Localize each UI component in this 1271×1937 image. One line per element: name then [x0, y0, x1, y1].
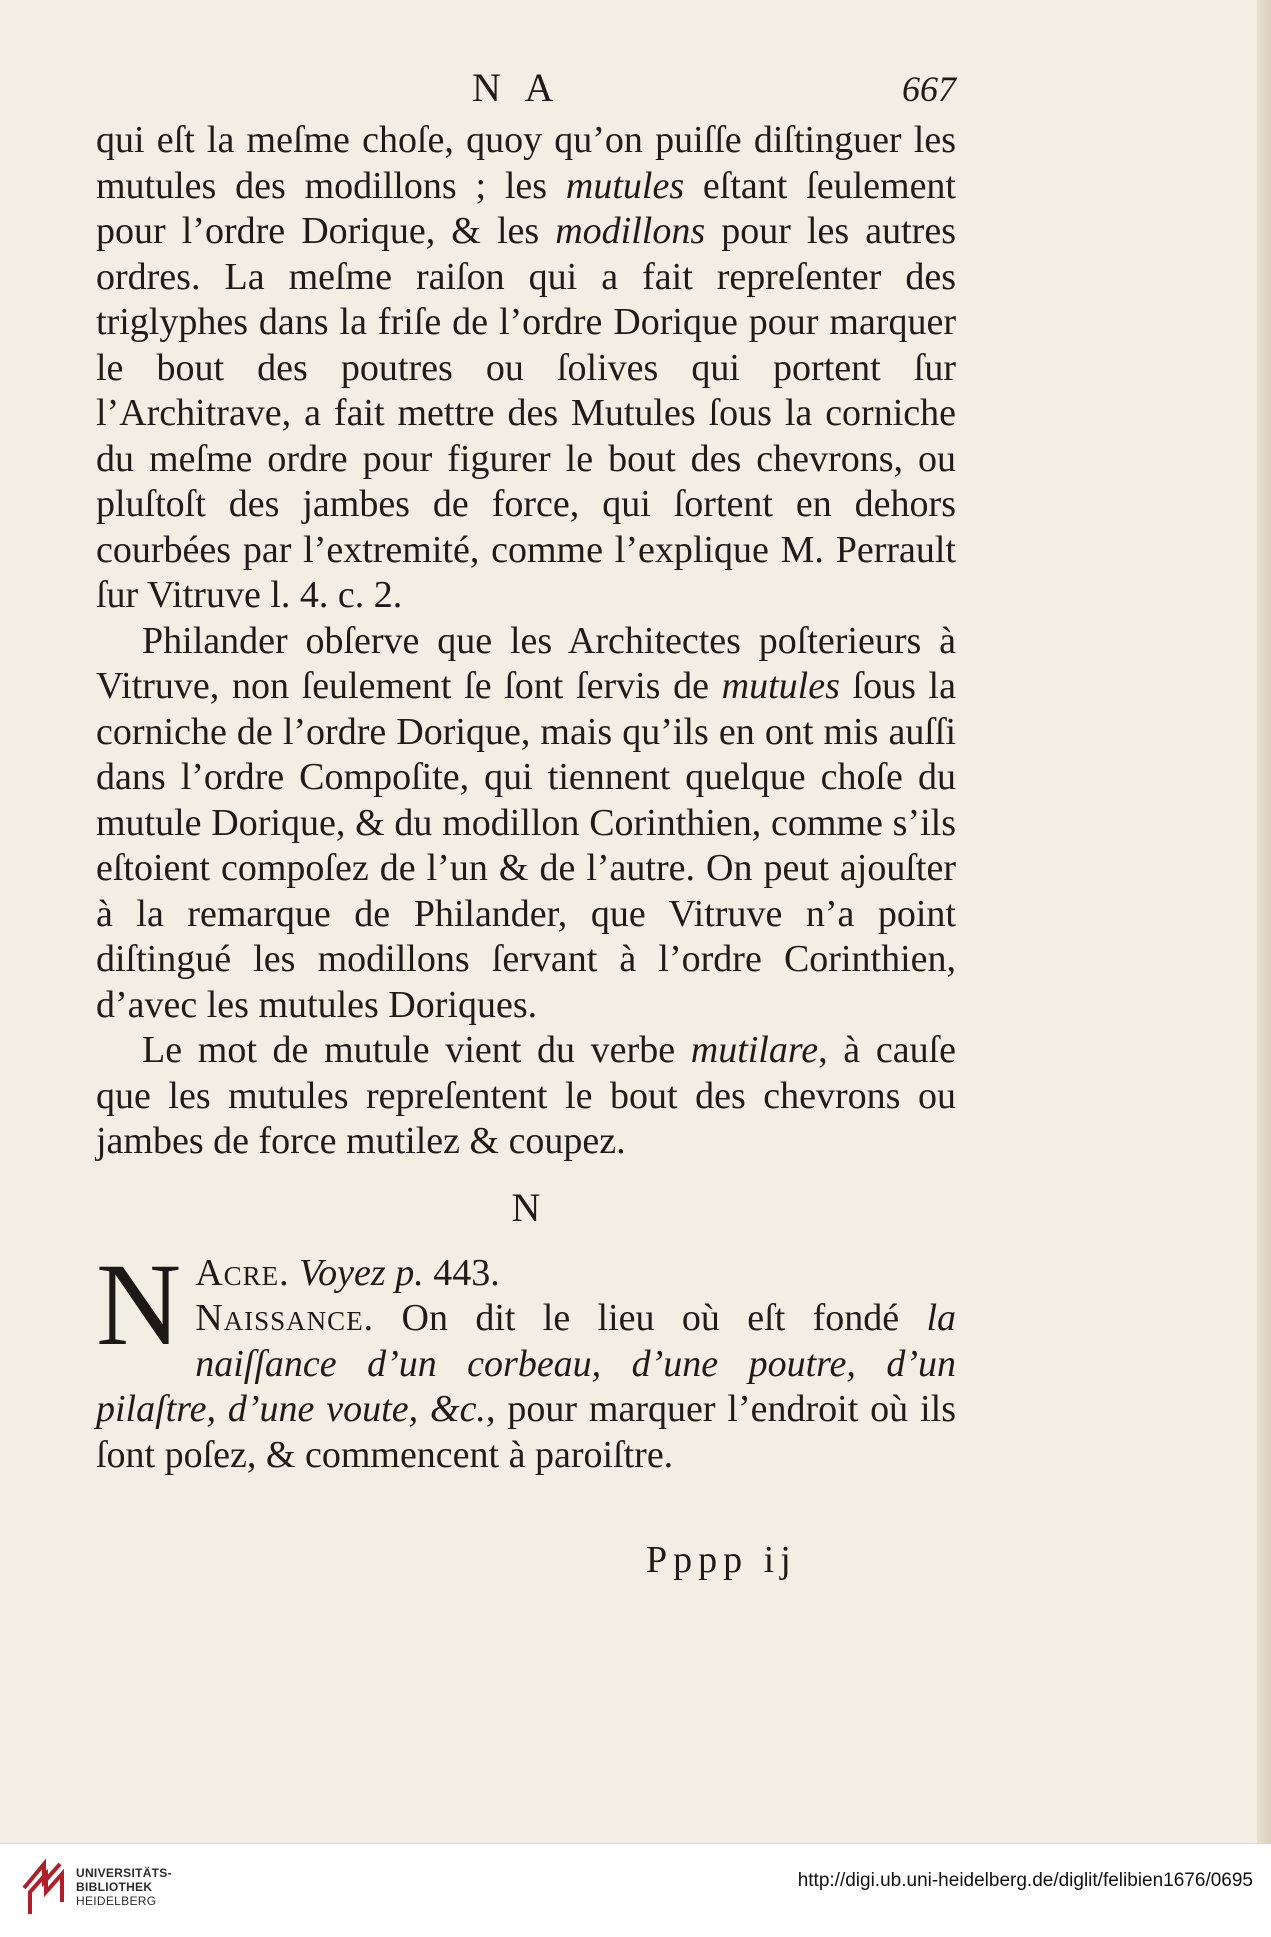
drop-cap: N: [96, 1238, 182, 1370]
library-name: [76, 1866, 172, 1908]
running-head: [96, 64, 956, 114]
entry-acre: [96, 1251, 956, 1297]
viewer-footer: [0, 1843, 1271, 1937]
entry-naissance-term: Naissance.: [195, 1297, 375, 1339]
paragraph-1: [96, 118, 956, 619]
permalink-url[interactable]: http://digi.ub.uni-heidelberg.de/diglit/felibien1676/0695: [797, 1870, 1253, 1891]
entry-naissance-text-a: On dit le lieu où eſt fondé: [374, 1297, 927, 1339]
library-name-line-2: BIBLIOTHEK: [76, 1880, 153, 1894]
paragraph-1-italic-mutules: mutules: [565, 164, 685, 207]
paragraph-1-text-e: pour les autres ordres. La meſme raiſon qui a fait repreſenter des triglyphes dans la friſe de l’ordre Dorique pour marquer le bout des poutres ou ſolives qui portent ſur l’Architrave, a fait mettre des Mutules ſous la corniche du meſme ordre pour figurer le bout des chevrons, ou pluſtoſt des jambes de force, qui ſortent en dehors courbées par l’extremité, comme l’explique M. Perrault ſur Vitruve l. 4. c. 2.: [96, 210, 956, 616]
library-logo-icon: [20, 1858, 68, 1920]
library-name-line-1: UNIVERSITÄTS-: [76, 1866, 172, 1880]
paragraph-1-italic-modillons: modillons: [555, 210, 706, 252]
page-edge: [1257, 0, 1271, 1843]
paragraph-3: [96, 1028, 956, 1165]
signature-mark: Pppp ij: [646, 1539, 797, 1581]
entry-acre-term: Acre.: [195, 1251, 290, 1294]
running-head-letters: N A: [472, 65, 562, 110]
entry-naissance-italic: la naiſſance d’un corbeau, d’une poutre, d’un pilaſtre, d’une voute, &c.: [96, 1297, 956, 1430]
library-name-line-3: HEIDELBERG: [76, 1894, 157, 1908]
paragraph-2-italic-mutules: mutules: [721, 665, 840, 707]
paragraph-3-italic-mutilare: mutilare: [690, 1029, 819, 1071]
section-heading-letter: N: [511, 1184, 541, 1230]
entry-naissance-text-c: , pour marquer l’endroit où ils ſont poſez, & commencent à paroiſtre.: [96, 1388, 956, 1476]
page-number: 667: [902, 69, 956, 109]
body-text: [96, 118, 956, 1478]
entry-acre-ref: Voyez p.: [299, 1251, 424, 1294]
entry-acre-page: 443.: [423, 1251, 500, 1294]
paragraph-3-text-a: Le mot de mutule vient du verbe: [142, 1029, 691, 1071]
paragraph-2-text-c: ſous la corniche de l’ordre Dorique, mais qu’ils en ont mis auſſi dans l’ordre Compoſite, qui tiennent quelque choſe du mutule Dorique, & du modillon Corinthien, comme s’ils eſtoient compoſez de l’un & de l’autre. On peut ajouſter à la remarque de Philander, que Vitruve n’a point diſtingué les modillons ſervant à l’ordre Corinthien, d’avec les mutules Doriques.: [96, 665, 956, 1026]
paragraph-1-text-a: qui eſt la meſme choſe, quoy qu’on puiſſe diſtinguer les mutules des modillons ; les: [96, 119, 956, 207]
entry-block: [96, 1238, 956, 1479]
entry-naissance: [96, 1296, 956, 1478]
paragraph-3-text-c: , à cauſe que les mutules repreſentent le bout des chevrons ou jambes de force mutilez & coupez.: [96, 1029, 956, 1162]
paragraph-2-text-a: Philander obſerve que les Architectes poſterieurs à Vitruve, non ſeulement ſe ſont ſervis de: [96, 619, 956, 707]
paragraph-1-text-c: eſtant ſeulement pour l’ordre Dorique, & les: [96, 164, 956, 252]
paragraph-2: [96, 619, 956, 1029]
